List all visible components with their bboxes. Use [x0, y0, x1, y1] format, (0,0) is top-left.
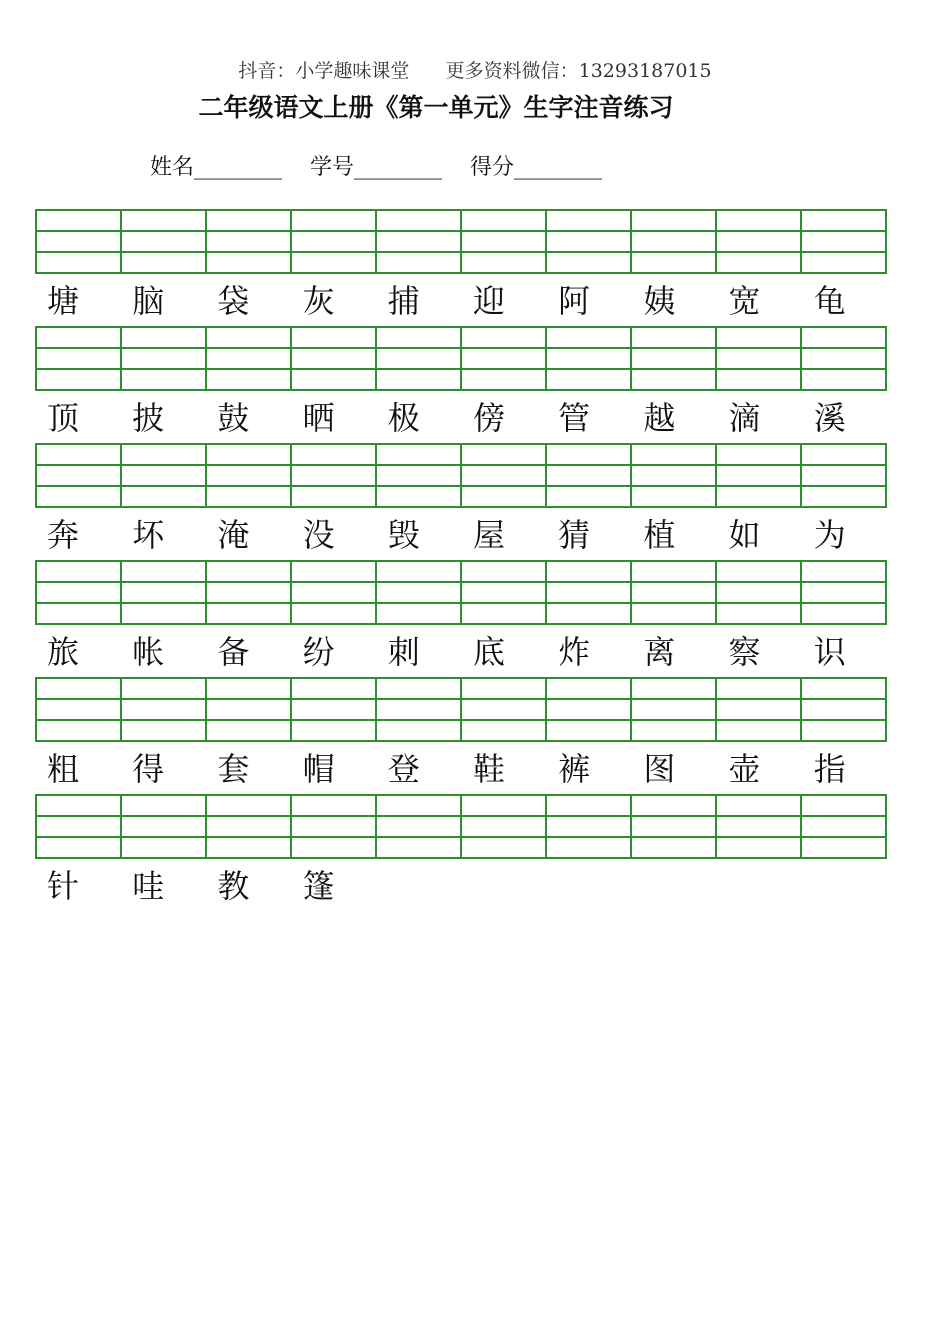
- pinyin-cell[interactable]: [462, 562, 547, 623]
- character: 套: [217, 750, 250, 788]
- pinyin-cell[interactable]: [717, 445, 802, 506]
- pinyin-cell[interactable]: [122, 562, 207, 623]
- character: 登: [387, 750, 420, 788]
- pinyin-grid-row: [35, 443, 887, 508]
- pinyin-cell[interactable]: [377, 211, 462, 272]
- character: 极: [387, 399, 420, 437]
- pinyin-cell[interactable]: [207, 211, 292, 272]
- character: 底: [472, 633, 505, 671]
- pinyin-cell[interactable]: [292, 562, 377, 623]
- character: 旅: [47, 633, 80, 671]
- pinyin-cell[interactable]: [547, 562, 632, 623]
- character: 姨: [643, 282, 676, 320]
- pinyin-cell[interactable]: [37, 211, 122, 272]
- character-row: [35, 277, 887, 325]
- character: 如: [728, 516, 761, 554]
- pinyin-cell[interactable]: [802, 328, 885, 389]
- pinyin-cell[interactable]: [122, 211, 207, 272]
- pinyin-cell[interactable]: [207, 328, 292, 389]
- character: 植: [643, 516, 676, 554]
- pinyin-cell[interactable]: [292, 796, 377, 857]
- character: 刺: [387, 633, 420, 671]
- pinyin-cell[interactable]: [377, 679, 462, 740]
- character: 哇: [132, 867, 165, 905]
- character: 顶: [47, 399, 80, 437]
- pinyin-cell[interactable]: [37, 445, 122, 506]
- character: 灰: [302, 282, 335, 320]
- character: 察: [728, 633, 761, 671]
- character: 迎: [472, 282, 505, 320]
- header-line: 抖音：小学趣味课堂 更多资料微信：13293187015: [238, 60, 712, 82]
- character: 滴: [728, 399, 761, 437]
- character: 教: [217, 867, 250, 905]
- pinyin-cell[interactable]: [547, 211, 632, 272]
- page-title: 二年级语文上册《第一单元》生字注音练习: [198, 93, 674, 122]
- pinyin-cell[interactable]: [292, 445, 377, 506]
- character: 备: [217, 633, 250, 671]
- pinyin-cell[interactable]: [377, 562, 462, 623]
- pinyin-cell[interactable]: [802, 211, 885, 272]
- pinyin-cell[interactable]: [717, 562, 802, 623]
- character: 越: [643, 399, 676, 437]
- character: 鼓: [217, 399, 250, 437]
- pinyin-cell[interactable]: [207, 445, 292, 506]
- pinyin-cell[interactable]: [717, 211, 802, 272]
- character: 宽: [728, 282, 761, 320]
- character: 炸: [558, 633, 591, 671]
- pinyin-cell[interactable]: [717, 328, 802, 389]
- character: 晒: [302, 399, 335, 437]
- character: 阿: [558, 282, 591, 320]
- pinyin-cell[interactable]: [802, 679, 885, 740]
- pinyin-cell[interactable]: [207, 562, 292, 623]
- character: 管: [558, 399, 591, 437]
- character: 坏: [132, 516, 165, 554]
- character: 毁: [387, 516, 420, 554]
- character: 指: [813, 750, 846, 788]
- character: 猜: [558, 516, 591, 554]
- pinyin-grid-row: [35, 560, 887, 625]
- character: 壶: [728, 750, 761, 788]
- pinyin-cell[interactable]: [377, 328, 462, 389]
- character: 溪: [813, 399, 846, 437]
- character: 捕: [387, 282, 420, 320]
- pinyin-cell[interactable]: [802, 445, 885, 506]
- character: 纷: [302, 633, 335, 671]
- character: 塘: [47, 282, 80, 320]
- pinyin-cell[interactable]: [462, 796, 547, 857]
- pinyin-cell[interactable]: [122, 796, 207, 857]
- pinyin-cell[interactable]: [717, 679, 802, 740]
- pinyin-cell[interactable]: [292, 679, 377, 740]
- student-id-field[interactable]: 学号________: [310, 155, 443, 180]
- student-info: [150, 150, 630, 181]
- character: 离: [643, 633, 676, 671]
- character: 傍: [472, 399, 505, 437]
- pinyin-cell[interactable]: [37, 796, 122, 857]
- pinyin-cell[interactable]: [377, 445, 462, 506]
- score-field[interactable]: 得分________: [470, 155, 603, 180]
- pinyin-grid-row: [35, 209, 887, 274]
- character: 袋: [217, 282, 250, 320]
- pinyin-cell[interactable]: [547, 328, 632, 389]
- character: 篷: [302, 867, 335, 905]
- pinyin-cell[interactable]: [462, 445, 547, 506]
- pinyin-cell[interactable]: [122, 445, 207, 506]
- name-field[interactable]: 姓名________: [150, 155, 283, 180]
- pinyin-cell[interactable]: [207, 796, 292, 857]
- character: 图: [643, 750, 676, 788]
- character-row: [35, 511, 887, 559]
- character: 裤: [558, 750, 591, 788]
- pinyin-cell[interactable]: [632, 328, 717, 389]
- character: 为: [813, 516, 846, 554]
- pinyin-cell[interactable]: [207, 679, 292, 740]
- pinyin-cell[interactable]: [632, 679, 717, 740]
- character: 针: [47, 867, 80, 905]
- character: 披: [132, 399, 165, 437]
- pinyin-cell[interactable]: [632, 796, 717, 857]
- character: 脑: [132, 282, 165, 320]
- character: 得: [132, 750, 165, 788]
- character: 淹: [217, 516, 250, 554]
- character: 鞋: [472, 750, 505, 788]
- pinyin-cell[interactable]: [292, 328, 377, 389]
- pinyin-cell[interactable]: [802, 796, 885, 857]
- character: 龟: [813, 282, 846, 320]
- character-row: [35, 394, 887, 442]
- character: 粗: [47, 750, 80, 788]
- pinyin-cell[interactable]: [377, 796, 462, 857]
- character: 没: [302, 516, 335, 554]
- pinyin-cell[interactable]: [717, 796, 802, 857]
- pinyin-cell[interactable]: [462, 211, 547, 272]
- character: 屋: [472, 516, 505, 554]
- character-row: [35, 862, 887, 910]
- pinyin-cell[interactable]: [462, 679, 547, 740]
- pinyin-grid-row: [35, 794, 887, 859]
- pinyin-cell[interactable]: [37, 562, 122, 623]
- pinyin-cell[interactable]: [632, 445, 717, 506]
- character: 奔: [47, 516, 80, 554]
- character: 帐: [132, 633, 165, 671]
- character: 帽: [302, 750, 335, 788]
- pinyin-cell[interactable]: [547, 445, 632, 506]
- pinyin-grid-row: [35, 326, 887, 391]
- pinyin-cell[interactable]: [802, 562, 885, 623]
- pinyin-cell[interactable]: [547, 679, 632, 740]
- character-row: [35, 628, 887, 676]
- pinyin-cell[interactable]: [547, 796, 632, 857]
- pinyin-cell[interactable]: [462, 328, 547, 389]
- pinyin-cell[interactable]: [632, 562, 717, 623]
- pinyin-grid-row: [35, 677, 887, 742]
- character: 识: [813, 633, 846, 671]
- pinyin-cell[interactable]: [37, 328, 122, 389]
- pinyin-cell[interactable]: [122, 679, 207, 740]
- pinyin-cell[interactable]: [292, 211, 377, 272]
- character-row: [35, 745, 887, 793]
- pinyin-cell[interactable]: [122, 328, 207, 389]
- pinyin-cell[interactable]: [37, 679, 122, 740]
- pinyin-cell[interactable]: [632, 211, 717, 272]
